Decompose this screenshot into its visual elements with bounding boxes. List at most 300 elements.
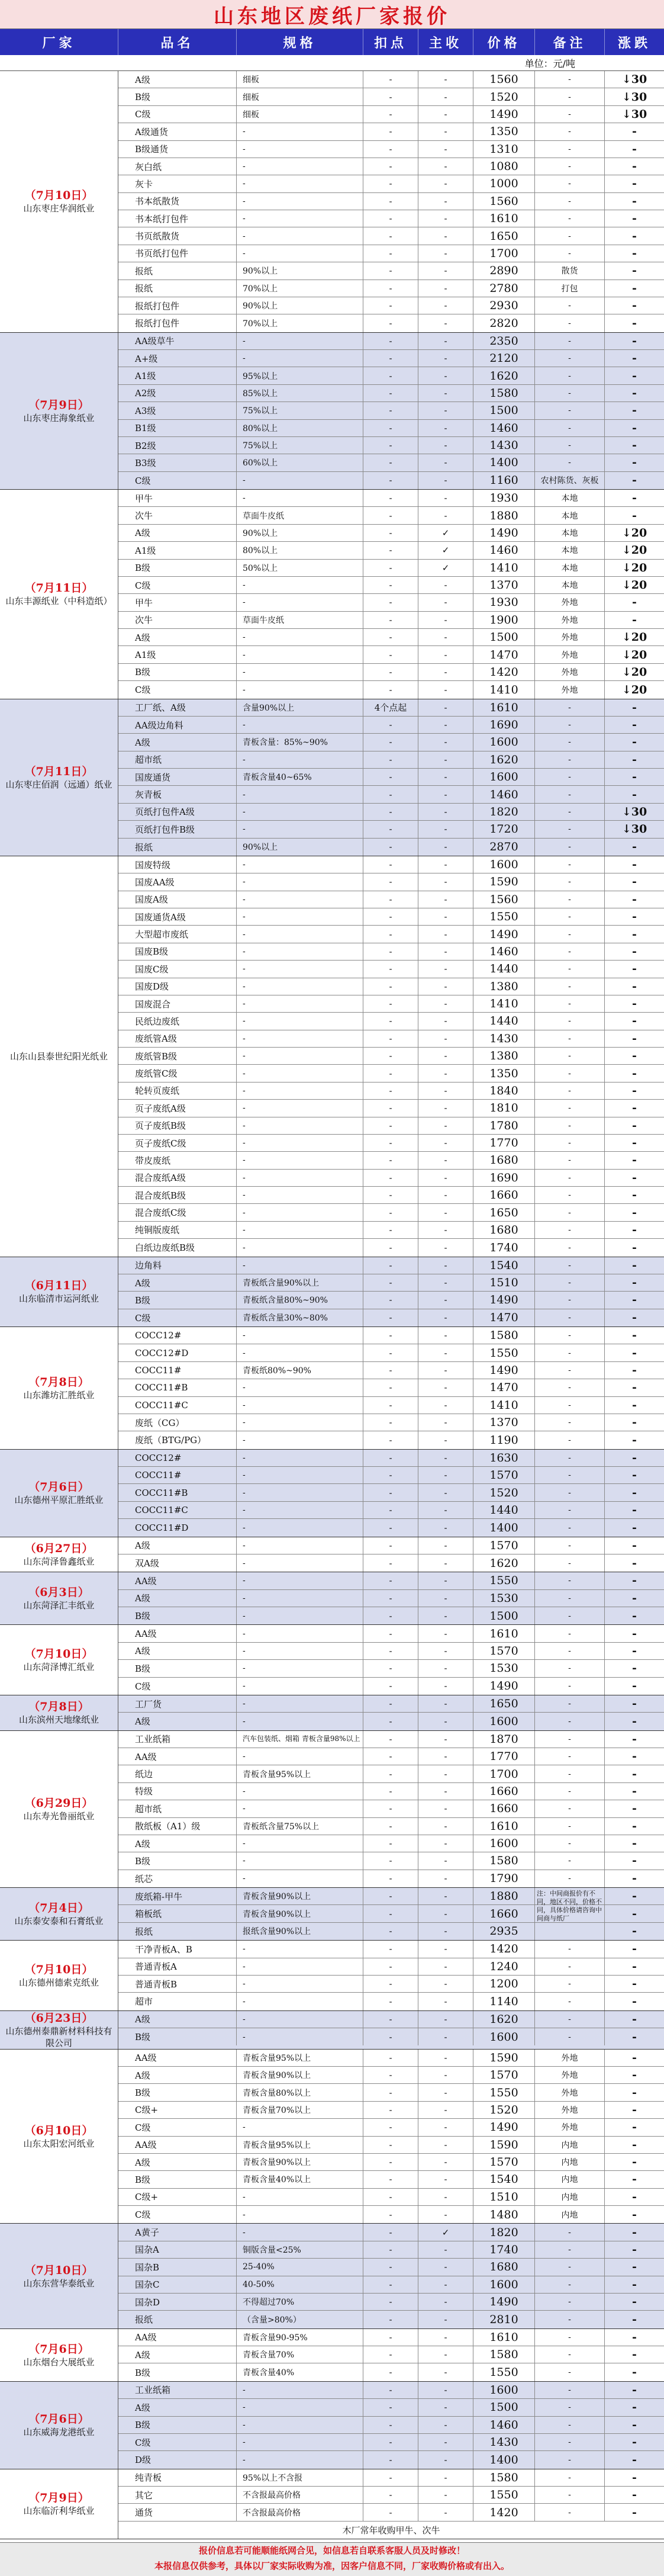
spec-cell: - [237, 2382, 363, 2398]
change-cell: - [632, 701, 637, 714]
deduction-cell: - [363, 1030, 418, 1047]
spec-cell: - [237, 1625, 363, 1642]
spec-cell: - [237, 1695, 363, 1712]
table-row [118, 1678, 664, 1695]
change-cell: - [632, 2312, 637, 2326]
note-cell: - [535, 1379, 605, 1396]
note-cell: - [535, 2504, 605, 2520]
spec-cell: 75%以上 [237, 437, 363, 454]
table-row [118, 1800, 664, 1817]
spec-cell: 青板含量90%以上 [237, 2154, 363, 2170]
table-row [118, 1152, 664, 1169]
main-purchase-cell: - [418, 1572, 473, 1589]
note-cell: - [535, 717, 605, 733]
price-rows [118, 71, 664, 332]
table-row [118, 123, 664, 140]
spec-cell: - [237, 158, 363, 175]
main-purchase-cell: - [418, 1537, 473, 1554]
deduction-cell: - [363, 2119, 418, 2135]
factory-name: 山东滨州天地缘纸业 [18, 1714, 99, 1726]
deduction-cell: - [363, 1905, 418, 1922]
price-cell: 1520 [473, 1484, 535, 1501]
main-purchase-cell: - [418, 175, 473, 192]
main-purchase-cell: - [418, 1941, 473, 1957]
change-cell: - [632, 492, 637, 505]
price-cell: 1680 [473, 1222, 535, 1238]
table-row [118, 2171, 664, 2188]
main-purchase-cell: - [418, 210, 473, 227]
product-name-cell: COCC11#C [118, 1397, 237, 1414]
note-cell: - [535, 1204, 605, 1220]
note-cell: 本地 [535, 560, 605, 576]
deduction-cell: - [363, 821, 418, 837]
deduction-cell: - [363, 2487, 418, 2503]
price-cell: 1550 [473, 1572, 535, 1589]
note-cell: - [535, 2469, 605, 2486]
price-cell: 1350 [473, 123, 535, 140]
price-cell: 1610 [473, 699, 535, 716]
table-row [118, 297, 664, 314]
deduction-cell: - [363, 1748, 418, 1765]
change-cell: - [632, 125, 637, 139]
note-cell: - [535, 873, 605, 890]
table-row [118, 1065, 664, 1082]
spec-cell: 青板纸含量80%~90% [237, 1292, 363, 1308]
table-row [118, 1993, 664, 2010]
table-row [118, 1379, 664, 1396]
change-cell: - [632, 1241, 637, 1254]
change-cell: - [632, 1398, 637, 1412]
price-rows [118, 699, 664, 856]
product-name-cell: A级 [118, 1643, 237, 1659]
change-cell: - [632, 160, 637, 174]
spec-cell: - [237, 1554, 363, 1572]
price-cell: 2890 [473, 262, 535, 279]
spec-cell: - [237, 193, 363, 210]
main-purchase-cell: - [418, 2294, 473, 2310]
note-cell: - [535, 1800, 605, 1817]
spec-cell: 青板含量90%以上 [237, 1888, 363, 1904]
price-cell: 1410 [473, 995, 535, 1012]
main-purchase-cell: - [418, 978, 473, 995]
spec-cell: - [237, 1660, 363, 1676]
table-row [118, 71, 664, 88]
product-name-cell: COCC11#B [118, 1484, 237, 1501]
price-rows [118, 2329, 664, 2381]
product-name-cell: COCC12#D [118, 1344, 237, 1361]
change-cell: - [632, 1977, 637, 1991]
table-row [118, 2119, 664, 2136]
change-cell: - [632, 404, 637, 417]
spec-cell: - [237, 1800, 363, 1817]
note-cell: - [535, 978, 605, 995]
deduction-cell: - [363, 1048, 418, 1064]
deduction-cell: - [363, 280, 418, 297]
change-cell: - [632, 1802, 637, 1816]
deduction-cell: - [363, 542, 418, 558]
factory-name: 山东潍坊汇胜纸业 [23, 1389, 95, 1401]
product-name-cell: COCC11# [118, 1467, 237, 1483]
product-name-cell: COCC11#C [118, 1502, 237, 1518]
factory-block [0, 1625, 664, 1695]
main-purchase-cell: - [418, 385, 473, 402]
deduction-cell: - [363, 262, 418, 279]
price-cell: 1560 [473, 193, 535, 210]
deduction-cell: - [363, 227, 418, 244]
deduction-cell: - [363, 314, 418, 332]
note-cell: - [535, 1117, 605, 1134]
deduction-cell: - [363, 734, 418, 750]
factory-name: 山东德州平原汇胜纸业 [14, 1495, 104, 1506]
note-cell: - [535, 821, 605, 837]
spec-cell: - [237, 1152, 363, 1168]
change-cell: - [632, 194, 637, 208]
price-rows [118, 1625, 664, 1695]
price-cell: 1580 [473, 2469, 535, 2486]
spec-cell: - [237, 1030, 363, 1047]
deduction-cell: - [363, 2469, 418, 2486]
deduction-cell: - [363, 1292, 418, 1308]
table-row [118, 1467, 664, 1484]
table-row [118, 1519, 664, 1536]
factory-date: （6月10日） [24, 2124, 94, 2137]
spec-cell: - [237, 210, 363, 227]
main-purchase-cell: - [418, 769, 473, 785]
table-row [118, 1713, 664, 1730]
table-row [118, 1030, 664, 1048]
price-cell: 1420 [473, 664, 535, 680]
deduction-cell: - [363, 2028, 418, 2045]
deduction-cell: - [363, 1065, 418, 1081]
table-row [118, 350, 664, 367]
factory-cell [0, 1327, 118, 1449]
table-row [118, 786, 664, 803]
product-name-cell: 国废特级 [118, 856, 237, 873]
table-row [118, 2102, 664, 2119]
note-cell: - [535, 2382, 605, 2398]
unit-label [0, 55, 664, 71]
change-cell: - [632, 927, 637, 941]
main-purchase-cell: - [418, 839, 473, 856]
change-cell: - [632, 2453, 637, 2466]
note-cell: - [535, 71, 605, 88]
table-row [118, 1083, 664, 1100]
main-purchase-cell: - [418, 262, 473, 279]
deduction-cell: - [363, 1379, 418, 1396]
change-cell: - [632, 2121, 637, 2134]
main-purchase-cell: - [418, 2451, 473, 2468]
main-purchase-cell: - [418, 804, 473, 820]
main-purchase-cell: - [418, 1222, 473, 1238]
spec-cell: 铜版含量<25% [237, 2241, 363, 2258]
table-row [118, 367, 664, 384]
deduction-cell: - [363, 786, 418, 802]
change-cell: - [632, 1662, 637, 1675]
price-cell: 1650 [473, 227, 535, 244]
main-purchase-cell: - [418, 1660, 473, 1676]
deduction-cell: - [363, 210, 418, 227]
factory-blocks [0, 71, 664, 2539]
main-purchase-cell: - [418, 2050, 473, 2066]
main-purchase-cell: - [418, 402, 473, 419]
product-name-cell: 超市纸 [118, 751, 237, 768]
spec-cell: - [237, 245, 363, 262]
table-row [118, 1292, 664, 1309]
price-cell: 1470 [473, 646, 535, 663]
product-name-cell: C级 [118, 2119, 237, 2135]
table-row [118, 681, 664, 698]
note-cell: - [535, 193, 605, 210]
price-cell: 1490 [473, 926, 535, 942]
factory-block [0, 2382, 664, 2469]
change-cell: - [632, 1609, 637, 1623]
table-row [118, 1537, 664, 1554]
note-cell: - [535, 1502, 605, 1518]
note-cell: - [535, 1695, 605, 1712]
table-row [118, 2363, 664, 2381]
deduction-cell: - [363, 507, 418, 523]
change-cell: - [632, 2330, 637, 2344]
product-name-cell: 废纸管B级 [118, 1048, 237, 1064]
product-name-cell: 页子废纸C级 [118, 1135, 237, 1151]
table-row [118, 734, 664, 751]
product-name-cell: 干净青板A、B [118, 1941, 237, 1957]
note-cell: 内地 [535, 2206, 605, 2223]
price-cell: 2810 [473, 2311, 535, 2328]
spec-cell: 90%以上 [237, 525, 363, 541]
spec-cell: - [237, 664, 363, 680]
product-name-cell: 报纸 [118, 2311, 237, 2328]
table-row [118, 1625, 664, 1642]
change-cell: - [632, 1014, 637, 1028]
change-cell: - [632, 2208, 637, 2221]
deduction-cell: - [363, 978, 418, 995]
header-change: 涨跌 [617, 35, 651, 51]
price-cell: 1690 [473, 1170, 535, 1186]
spec-cell: - [237, 472, 363, 489]
spec-cell: - [237, 175, 363, 192]
note-cell: 外地 [535, 594, 605, 611]
change-cell: - [632, 892, 637, 906]
note-cell: - [535, 2224, 605, 2240]
product-name-cell: 报纸 [118, 262, 237, 279]
product-name-cell: A黄子 [118, 2224, 237, 2240]
factory-name: 山东德州德索克纸业 [18, 1977, 99, 1988]
note-cell: - [535, 1397, 605, 1414]
change-cell: ↓20 [621, 561, 647, 574]
spec-cell: - [237, 333, 363, 349]
spec-cell: - [237, 1257, 363, 1274]
main-purchase-cell: - [418, 2434, 473, 2450]
spec-cell: 草面牛皮纸 [237, 507, 363, 523]
main-purchase-cell: - [418, 995, 473, 1012]
deduction-cell: - [363, 1870, 418, 1887]
table-row [118, 751, 664, 769]
product-name-cell: 国废C级 [118, 961, 237, 977]
price-cell: 2820 [473, 314, 535, 332]
product-name-cell: 国废A级 [118, 891, 237, 908]
main-purchase-cell: - [418, 1239, 473, 1256]
deduction-cell: - [363, 1713, 418, 1730]
spec-cell: 70%以上 [237, 280, 363, 297]
spec-cell: - [237, 1643, 363, 1659]
spec-cell: 青板含量90-95% [237, 2329, 363, 2346]
factory-date: （7月6日） [28, 1480, 89, 1494]
note-cell: 外地 [535, 629, 605, 645]
table-row [118, 245, 664, 262]
deduction-cell: - [363, 454, 418, 471]
product-name-cell: A1级 [118, 542, 237, 558]
main-purchase-cell: - [418, 664, 473, 680]
note-cell: - [535, 210, 605, 227]
spec-cell: 青板含量40%以上 [237, 2171, 363, 2188]
note-cell: - [535, 1590, 605, 1607]
deduction-cell: - [363, 926, 418, 942]
table-row [118, 2504, 664, 2521]
spec-cell: 不含报最高价格 [237, 2504, 363, 2520]
note-cell: - [535, 1431, 605, 1448]
change-cell: - [632, 2086, 637, 2099]
change-cell: - [632, 1381, 637, 1395]
main-purchase-cell: - [418, 1643, 473, 1659]
main-purchase-cell: - [418, 1379, 473, 1396]
table-row [118, 1590, 664, 1607]
product-name-cell: COCC11#D [118, 1519, 237, 1536]
spec-cell: - [237, 594, 363, 611]
main-purchase-cell: - [418, 420, 473, 436]
deduction-cell: - [363, 420, 418, 436]
change-cell: - [632, 1049, 637, 1063]
price-cell: 1510 [473, 1274, 535, 1291]
spec-cell: 青板含量95%以上 [237, 1765, 363, 1782]
price-cell: 1720 [473, 821, 535, 837]
deduction-cell: - [363, 88, 418, 105]
table-row [118, 1309, 664, 1326]
deduction-cell: - [363, 1993, 418, 2010]
product-name-cell: A1级 [118, 646, 237, 663]
factory-cell [0, 2011, 118, 2049]
change-cell: - [632, 212, 637, 226]
spec-cell: - [237, 926, 363, 942]
deduction-cell: - [363, 1607, 418, 1624]
note-cell: - [535, 1152, 605, 1168]
table-row [118, 227, 664, 245]
product-name-cell: C级+ [118, 2102, 237, 2118]
main-purchase-cell: - [418, 193, 473, 210]
factory-cell [0, 1572, 118, 1624]
deduction-cell: - [363, 1239, 418, 1256]
change-cell: - [632, 1032, 637, 1045]
note-cell: - [535, 1660, 605, 1676]
note-cell: 外地 [535, 2084, 605, 2100]
product-name-cell: AA级 [118, 1572, 237, 1589]
deduction-cell: - [363, 1643, 418, 1659]
deduction-cell: - [363, 839, 418, 856]
product-name-cell: 页纸打包件A级 [118, 804, 237, 820]
deduction-cell: - [363, 681, 418, 698]
change-cell: ↓20 [621, 544, 647, 557]
price-cell: 1660 [473, 1905, 535, 1922]
table-row [118, 280, 664, 297]
price-cell: 1400 [473, 1519, 535, 1536]
price-cell: 1600 [473, 734, 535, 750]
price-cell: 2350 [473, 333, 535, 349]
table-row [118, 1660, 664, 1677]
product-name-cell: A级 [118, 1590, 237, 1607]
spec-cell: - [237, 1327, 363, 1344]
price-cell: 1400 [473, 454, 535, 471]
deduction-cell: - [363, 2363, 418, 2381]
main-purchase-cell: - [418, 1713, 473, 1730]
note-cell: 内地 [535, 2189, 605, 2205]
change-cell: - [632, 456, 637, 470]
deduction-cell: - [363, 2102, 418, 2118]
price-cell: 1870 [473, 1731, 535, 1748]
price-rows [118, 2224, 664, 2328]
product-name-cell: 废纸管C级 [118, 1065, 237, 1081]
table-row [118, 2329, 664, 2346]
main-purchase-cell: - [418, 1765, 473, 1782]
main-purchase-cell: - [418, 1431, 473, 1448]
change-cell: - [632, 753, 637, 766]
product-name-cell: A+级 [118, 350, 237, 367]
note-cell: - [535, 2487, 605, 2503]
table-row [118, 1554, 664, 1572]
product-name-cell: B级 [118, 1292, 237, 1308]
price-cell: 1550 [473, 1344, 535, 1361]
price-cell: 1600 [473, 2028, 535, 2045]
spec-cell: 青板含量40~65% [237, 769, 363, 785]
main-purchase-cell: - [418, 2417, 473, 2433]
unit-text: 单位：元/吨 [524, 57, 575, 69]
page-title: 山东地区废纸厂家报价 [0, 0, 664, 29]
main-purchase-cell: - [418, 106, 473, 123]
change-cell: - [632, 735, 637, 749]
factory-cell [0, 699, 118, 856]
spec-cell: - [237, 786, 363, 802]
note-cell: - [535, 1748, 605, 1765]
change-cell: - [632, 264, 637, 278]
table-row [118, 908, 664, 926]
change-cell: - [632, 1154, 637, 1167]
product-name-cell: 箱板纸 [118, 1905, 237, 1922]
spec-cell: 青板含量：85%~90% [237, 734, 363, 750]
change-cell: - [632, 718, 637, 732]
deduction-cell: - [363, 490, 418, 506]
main-purchase-cell: - [418, 1976, 473, 1992]
price-cell: 1370 [473, 577, 535, 593]
note-cell: 外地 [535, 2119, 605, 2135]
spec-cell: - [237, 1519, 363, 1536]
price-cell: 1490 [473, 1292, 535, 1308]
table-row [118, 1835, 664, 1852]
note-cell: - [535, 2011, 605, 2028]
spec-cell: - [237, 873, 363, 890]
spec-cell: - [237, 1590, 363, 1607]
main-purchase-cell: - [418, 2259, 473, 2275]
note-cell: - [535, 1083, 605, 1099]
price-cell: 1520 [473, 88, 535, 105]
spec-cell: - [237, 1083, 363, 1099]
factory-name: 山东寿光鲁丽纸业 [23, 1810, 95, 1822]
change-cell: - [632, 945, 637, 958]
change-cell: - [632, 1258, 637, 1272]
factory-date: （7月9日） [28, 2491, 89, 2505]
price-cell: 1650 [473, 1695, 535, 1712]
price-cell: 1790 [473, 1870, 535, 1887]
change-cell: - [632, 1346, 637, 1360]
spec-cell: 80%以上 [237, 420, 363, 436]
